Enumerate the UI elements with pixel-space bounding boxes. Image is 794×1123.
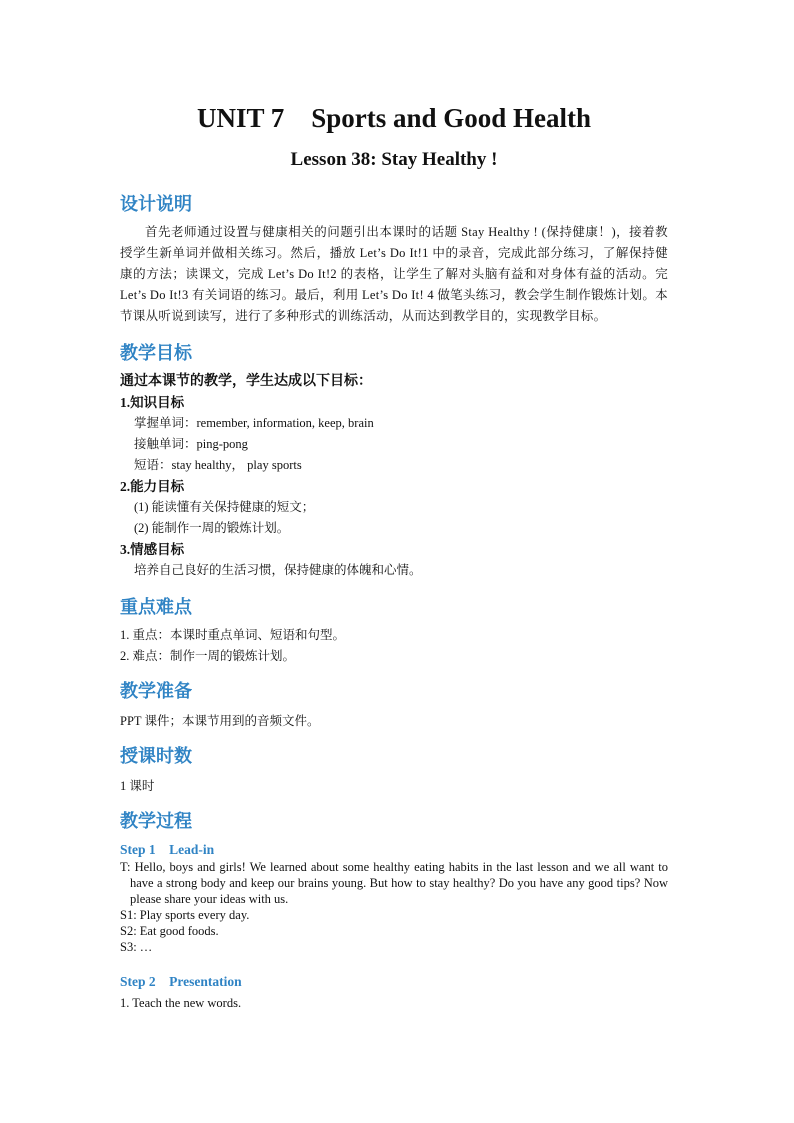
- emotion-title: 3.情感目标: [120, 542, 185, 557]
- key-point-item: 1. 重点：本课时重点单词、短语和句型。: [120, 628, 346, 642]
- knowledge-item: 短语：stay healthy， play sports: [134, 458, 302, 472]
- hours-heading: 授课时数: [120, 746, 192, 766]
- step1-title: Step 1 Lead-in: [120, 842, 215, 857]
- step2-line: 1. Teach the new words.: [120, 996, 242, 1010]
- key-point-item: 2. 难点：制作一周的锻炼计划。: [120, 649, 296, 663]
- lesson-title: Lesson 38: Stay Healthy !: [290, 149, 498, 170]
- unit-title: UNIT 7 Sports and Good Health: [196, 103, 592, 133]
- design-paragraph: 首先老师通过设置与健康相关的问题引出本课时的话题 Stay Healthy ! (保持健康！)，接着教授学生新单词并做相关练习。然后，播放 Let’s Do It!1 中的录音，完成此部分练习，了解保持健康的方法；读课文，完成 Let’s Do It!2 的表格，让学生了解对头脑有益和对身体有益的活动。完 Let’s Do It!3 有关词语的练习。最后，利用 Let’s Do It! 4 做笔头练习，教会学生制作锻炼计划。本节课从听说到读写，进行了多种形式的训练活动，从而达到教学目的，实现教学目标。: [120, 225, 668, 323]
- dialog-line: S2: Eat good foods.: [120, 924, 219, 938]
- dialog-line: S3: …: [120, 940, 153, 954]
- knowledge-item: 掌握单词：remember, information, keep, brain: [134, 416, 374, 430]
- objectives-intro: 通过本课节的教学，学生达成以下目标：: [120, 374, 372, 389]
- step2-title: Step 2 Presentation: [120, 974, 242, 989]
- preparation-heading: 教学准备: [120, 681, 192, 701]
- document-page: [120, 98, 668, 1011]
- objectives-heading: 教学目标: [120, 343, 192, 363]
- dialog-line: T: Hello, boys and girls! We learned about some healthy eating habits in the last lesson and we all want to have a strong body and keep our brains young. But how to stay healthy? Do you have any good tips? Now please share your ideas with us.: [120, 860, 668, 906]
- ability-item: (2) 能制作一周的锻炼计划。: [134, 521, 290, 535]
- process-heading: 教学过程: [120, 811, 192, 831]
- ability-title: 2.能力目标: [120, 479, 185, 494]
- knowledge-title: 1.知识目标: [120, 395, 185, 410]
- key-points-heading: 重点难点: [120, 597, 192, 617]
- preparation-text: PPT 课件；本课节用到的音频文件。: [120, 714, 320, 728]
- hours-text: 1 课时: [120, 779, 155, 793]
- ability-item: (1) 能读懂有关保持健康的短文；: [134, 500, 315, 514]
- design-heading: 设计说明: [120, 194, 192, 214]
- dialog-line: S1: Play sports every day.: [120, 908, 250, 922]
- emotion-item: 培养自己良好的生活习惯，保持健康的体魄和心情。: [134, 563, 422, 577]
- knowledge-item: 接触单词：ping-pong: [134, 437, 248, 451]
